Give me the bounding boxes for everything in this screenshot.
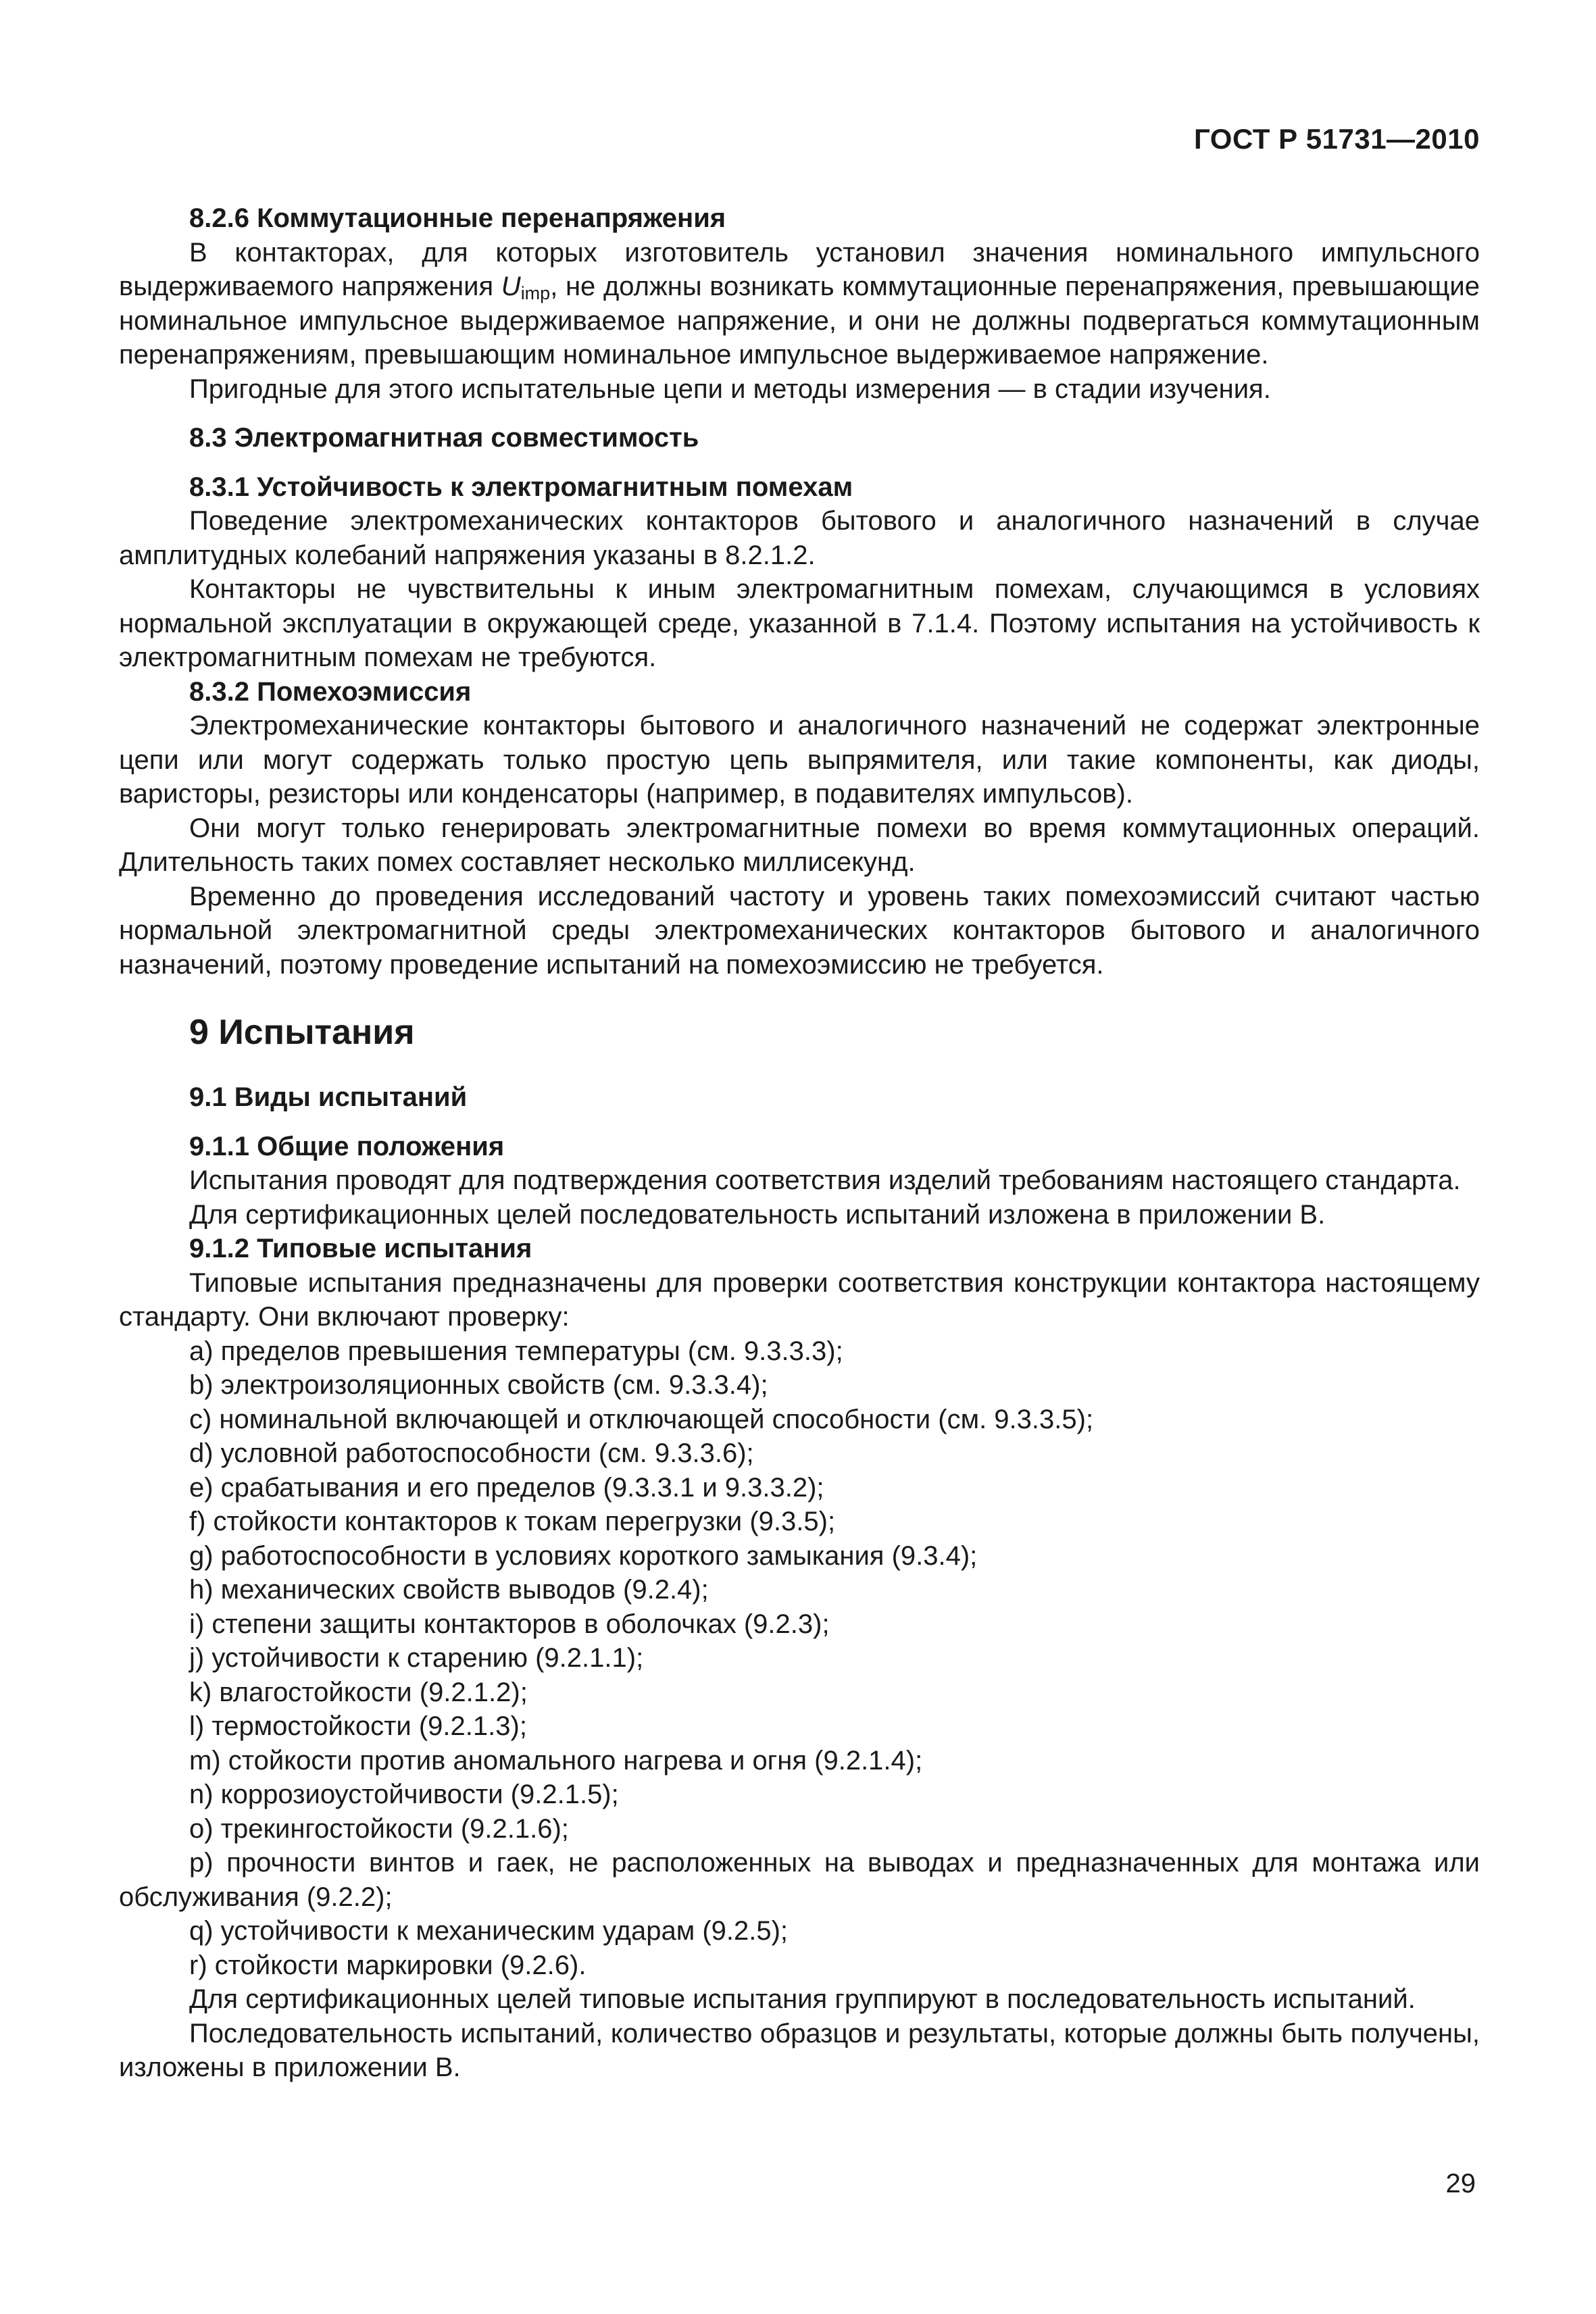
list-item: c) номинальной включающей и отключающей способности (см. 9.3.3.5); <box>189 1404 1094 1434</box>
paragraph: Поведение электромеханических контакторов бытового и аналогичного назначений в случае амплитудных колебаний напряжения указаны в 8.2.1.2. <box>119 506 1480 570</box>
list-item: h) механических свойств выводов (9.2.4); <box>189 1575 709 1605</box>
page-number: 29 <box>1445 2169 1476 2198</box>
list-item: k) влагостойкости (9.2.1.2); <box>189 1677 528 1707</box>
standard-designation: ГОСТ Р 51731—2010 <box>1194 123 1480 155</box>
text-span: , не должны возникать коммутационные перенапряжения, превышающие номинальное импульсное выдерживаемое напряжение, и они не должны подвергаться коммутационным перенапряжениям, превышающим номинальное импульсное выдерживаемое напряжение. <box>119 272 1480 370</box>
list-item: r) стойкости маркировки (9.2.6). <box>189 1950 587 1980</box>
list-item: g) работоспособности в условиях короткого замыкания (9.3.4); <box>189 1540 978 1571</box>
paragraph: Пригодные для этого испытательные цепи и методы измерения — в стадии изучения. <box>189 374 1271 404</box>
paragraph: Для сертификационных целей последовательность испытаний изложена в приложении В. <box>189 1199 1326 1230</box>
list-item: l) термостойкости (9.2.1.3); <box>189 1711 527 1741</box>
paragraph: Они могут только генерировать электромагнитные помехи во время коммутационных операций. Длительность таких помех составляет несколько миллисекунд. <box>119 813 1480 877</box>
list-item: q) устойчивости к механическим ударам (9.2.5); <box>189 1916 789 1946</box>
symbol-u: U <box>501 272 521 301</box>
section-heading-8-3-2: 8.3.2 Помехоэмиссия <box>189 676 472 707</box>
text-span: В контакторах, для которых изготовитель установил значения номинального импульсного выдерживаемого напряжения <box>119 237 1480 301</box>
subscript-imp: imp <box>520 283 551 303</box>
paragraph: Испытания проводят для подтверждения соответствия изделий требованиям настоящего стандарта. <box>189 1165 1461 1195</box>
paragraph: Для сертификационных целей типовые испытания группируют в последовательность испытаний. <box>189 1984 1416 2014</box>
list-item: o) трекингостойкости (9.2.1.6); <box>189 1813 569 1844</box>
paragraph: Контакторы не чувствительны к иным электромагнитным помехам, случающимся в условиях нормальной эксплуатации в окружающей среде, указанной в 7.1.4. Поэтому испытания на устойчивость к электромагнитным помехам не требуются. <box>119 574 1480 672</box>
chapter-heading-9: 9 Испытания <box>189 1013 415 1052</box>
list-item: n) коррозиоустойчивости (9.2.1.5); <box>189 1780 619 1809</box>
list-item: b) электроизоляционных свойств (см. 9.3.3.4); <box>189 1370 768 1400</box>
section-heading-8-3: 8.3 Электромагнитная совместимость <box>189 423 699 453</box>
section-heading-8-2-6: 8.2.6 Коммутационные перенапряжения <box>189 203 726 233</box>
list-item: d) условной работоспособности (см. 9.3.3.6); <box>189 1438 754 1468</box>
list-item: e) срабатывания и его пределов (9.3.3.1 и 9.3.3.2); <box>189 1472 824 1503</box>
list-item: i) степени защиты контакторов в оболочках (9.2.3); <box>189 1609 830 1639</box>
list-item: p) прочности винтов и гаек, не расположенных на выводах и предназначенных для монтажа или обслуживания (9.2.2); <box>119 1848 1480 1912</box>
list-item: j) устойчивости к старению (9.2.1.1); <box>189 1643 644 1673</box>
paragraph: Электромеханические контакторы бытового и аналогичного назначений не содержат электронные цепи или могут содержать только простую цепь выпрямителя, или такие компоненты, как диоды, варисторы, резисторы или конденсаторы (например, в подавителях импульсов). <box>119 711 1480 809</box>
list-item: f) стойкости контакторов к токам перегрузки (9.3.5); <box>189 1507 836 1536</box>
paragraph <box>119 236 1480 372</box>
paragraph: Временно до проведения исследований частоту и уровень таких помехоэмиссий считают частью нормальной электромагнитной среды электромеханических контакторов бытового и аналогичного назначений, поэтому проведение испытаний на помехоэмиссию не требуется. <box>119 881 1480 980</box>
list-item: a) пределов превышения температуры (см. 9.3.3.3); <box>189 1336 843 1366</box>
page-content <box>119 201 1480 2085</box>
paragraph: Последовательность испытаний, количество образцов и результаты, которые должны быть получены, изложены в приложении В. <box>119 2018 1480 2082</box>
section-heading-9-1-1: 9.1.1 Общие положения <box>189 1131 505 1161</box>
section-heading-9-1-2: 9.1.2 Типовые испытания <box>189 1234 532 1263</box>
section-heading-8-3-1: 8.3.1 Устойчивость к электромагнитным помехам <box>189 472 853 502</box>
paragraph: Типовые испытания предназначены для проверки соответствия конструкции контактора настоящему стандарту. Они включают проверку: <box>119 1267 1480 1332</box>
list-item: m) стойкости против аномального нагрева и огня (9.2.1.4); <box>189 1745 923 1776</box>
section-heading-9-1: 9.1 Виды испытаний <box>189 1082 468 1112</box>
